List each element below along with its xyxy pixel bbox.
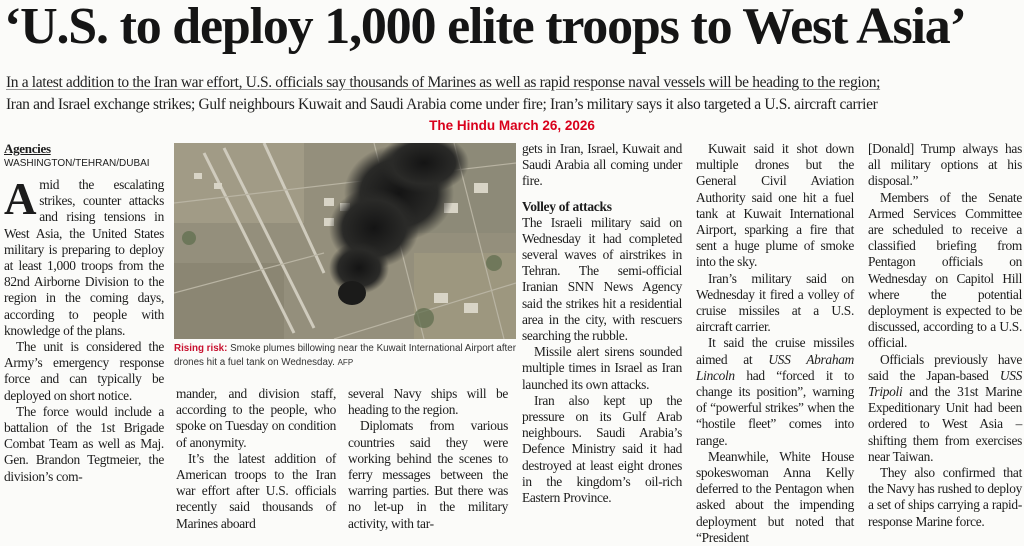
deck — [6, 72, 1020, 116]
paragraph: It’s the latest addition of American troops to the Iran war effort after U.S. officials recently said thousands of Marines aboard — [176, 450, 336, 531]
column-4 — [522, 141, 682, 506]
dateline: WASHINGTON/TEHRAN/DUBAI — [4, 158, 150, 169]
paragraph: Iran also kept up the pressure on its Gulf Arab neighbours. Saudi Arabia’s Defence Ministry said it had destroyed at least eight drones in the kingdom’s oil-rich Eastern Province. — [522, 392, 682, 506]
paragraph: Kuwait said it shot down multiple drones but the General Civil Aviation Authority said one hit a fuel tank at Kuwait International Airport, sparking a fire that sent a huge plume of smoke into the sky. — [696, 141, 854, 270]
paragraph: Amid the escalating strikes, counter attacks and rising tensions in West Asia, the United States military is preparing to deploy at least 1,000 troops from the 82nd Airborne Division to the region in the coming days, according to people with knowledge of the plans. — [4, 174, 164, 338]
paragraph: gets in Iran, Israel, Kuwait and Saudi Arabia all coming under fire. — [522, 141, 682, 189]
aerial-smoke-image — [174, 143, 516, 339]
source-stamp: The Hindu March 26, 2026 — [429, 118, 595, 133]
paragraph: It said the cruise missiles aimed at USS Abraham Lincoln had “forced it to change its position”, warning of “powerful strikes” when the “hostile fleet” comes into range. — [696, 335, 854, 448]
news-photo — [174, 143, 516, 339]
byline: Agencies — [4, 141, 51, 156]
paragraph: Meanwhile, White House spokeswoman Anna Kelly deferred to the Pentagon when asked about the impending deployment but noted that “President — [696, 448, 854, 545]
deck-line-2: Iran and Israel exchange strikes; Gulf neighbours Kuwait and Saudi Arabia come under fire; Iran’s military says it also targeted a U.S. aircraft carrier — [6, 96, 878, 113]
column-3 — [348, 386, 508, 532]
deck-line-1: In a latest addition to the Iran war effort, U.S. officials say thousands of Marines as well as rapid response naval vessels will be heading to the region; — [6, 74, 881, 91]
photo-credit: AFP — [337, 358, 354, 367]
column-6 — [868, 141, 1022, 530]
paragraph: several Navy ships will be heading to the region. — [348, 386, 508, 418]
column-2 — [176, 386, 336, 532]
column-5 — [696, 141, 854, 546]
caption-text: Smoke plumes billowing near the Kuwait International Airport after drones hit a fuel tank on Wednesday. — [174, 343, 516, 368]
paragraph: mander, and division staff, according to the people, who spoke on Tuesday on condition of anonymity. — [176, 386, 336, 450]
ship-name: USS Abraham Lincoln — [696, 351, 854, 383]
paragraph: Diplomats from various countries said they were working behind the scenes to ferry messages between the warring parties. But there was no let-up in the military activity, with tar- — [348, 418, 508, 531]
subhead: Volley of attacks — [522, 198, 612, 214]
paragraph: The Israeli military said on Wednesday it had completed several waves of airstrikes in Tehran. The semi-official Iranian SNN News Agency said the strikes hit a residential area in the city, with rescuers searching the rubble. — [522, 214, 682, 344]
paragraph: They also confirmed that the Navy has rushed to deploy a set of ships carrying a rapid-response Marine force. — [868, 465, 1022, 529]
caption-lead: Rising risk: — [174, 343, 228, 354]
paragraph: Officials previously have said the Japan-based USS Tripoli and the 31st Marine Expeditionary Unit had been ordered to West Asia – shifting them from exercises near Taiwan. — [868, 351, 1022, 464]
paragraph: Missile alert sirens sounded multiple times in Israel as Iran launched its own attacks. — [522, 344, 682, 392]
paragraph: The unit is considered the Army’s emergency response force and can typically be deployed on short notice. — [4, 339, 164, 403]
ship-name: USS Tripoli — [868, 367, 1022, 400]
paragraph: The force would include a battalion of the 1st Brigade Combat Team as well as Maj. Gen. Brandon Tegtmeier, the division’s com- — [4, 403, 164, 484]
paragraph: Members of the Senate Armed Services Committee are scheduled to receive a classified briefing from Pentagon officials on Wednesday on Capitol Hill where the potential deployment is expected to be discussed, according to a U.S. official. — [868, 189, 1022, 351]
headline: ‘U.S. to deploy 1,000 elite troops to West Asia’ — [4, 0, 966, 55]
paragraph: [Donald] Trump always has all military options at his disposal.” — [868, 141, 1022, 189]
paragraph: Iran’s military said on Wednesday it fired a volley of cruise missiles at a U.S. aircraft carrier. — [696, 270, 854, 335]
drop-cap: A — [4, 174, 37, 224]
column-1 — [4, 141, 164, 485]
photo-caption — [174, 342, 518, 370]
